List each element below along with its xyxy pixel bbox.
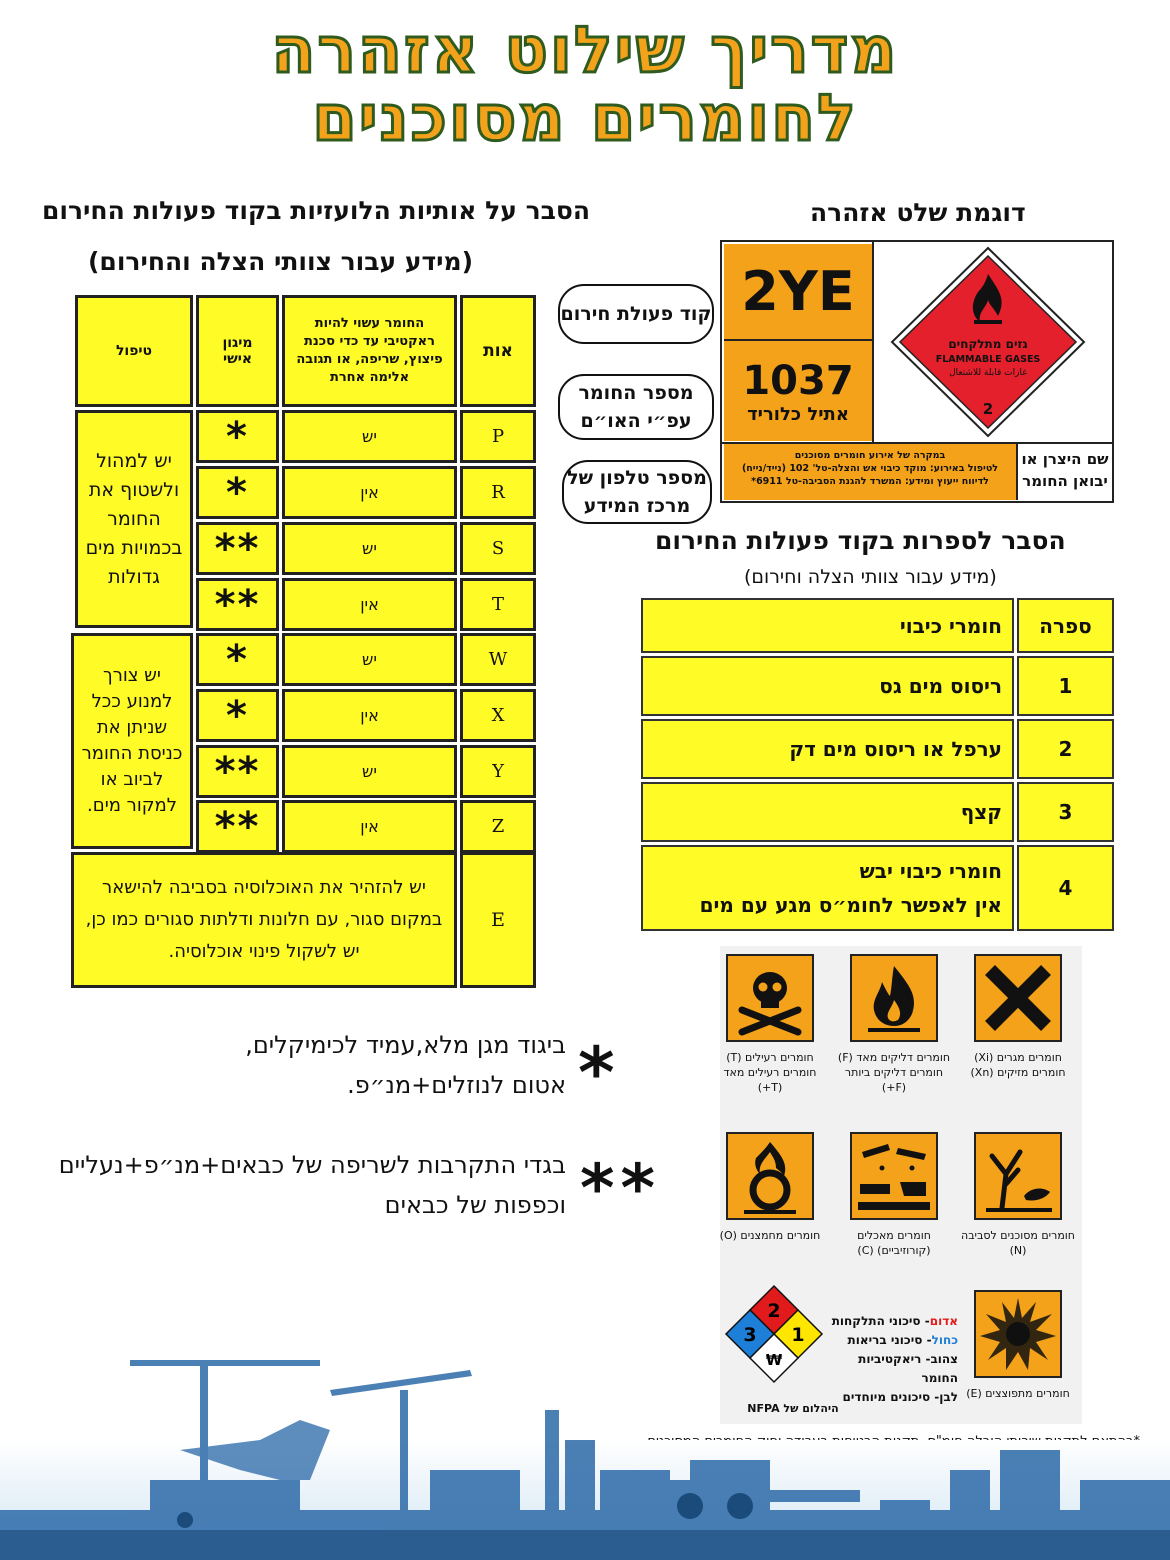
protection-cell: * [196, 410, 279, 463]
note-line: אטום לנוזלים+מנ״פ. [347, 1071, 566, 1099]
hazard-label-corrosive: חומרים מאכלים (קורוזיביים) (C) [857, 1229, 931, 1257]
hazard-label-explosion: חומרים מתפוצצים (E) [966, 1387, 1070, 1400]
nfpa-right: 1 [791, 1324, 805, 1346]
header-reactive: החומר עשוי להיות ראקטיבי עד כדי סכנת פיצוץ, שריפה, או תגובה אלימה אחרת [282, 295, 457, 407]
agent-text: ערפל או ריסוס מים דק [789, 737, 1002, 761]
nfpa-legend-color: צהוב [930, 1352, 958, 1366]
protection-cell: * [196, 466, 279, 519]
agent-text: חומרי כיבוי יבש [859, 859, 1002, 883]
letters-heading: הסבר על אותיות הלועזיות בקוד פעולות החירום [42, 196, 591, 225]
nfpa-legend-color: אדום [929, 1314, 958, 1328]
nfpa-legend-color: לבן [939, 1390, 958, 1404]
digits-subheading: (מידע עבור צוותי הצלה וחירום) [744, 566, 997, 588]
letters-subheading: (מידע עבור צוותי הצלה והחירום) [88, 247, 474, 276]
warning-sign [720, 240, 1114, 503]
nfpa-legend-item [820, 1312, 958, 1331]
note-line: וכפפות של כבאים [384, 1191, 566, 1219]
diamond-ar: غازات قابلة للاشتعال [949, 368, 1027, 378]
instruction-line: לדיווח ייעוץ ומידע: המשרד להגנת הסביבה-טל 6911* [751, 476, 989, 487]
nfpa-top: 2 [767, 1300, 781, 1322]
bubble-phone: מספר טלפון של מרכז המידע [562, 460, 712, 524]
letter-cell: S [460, 522, 536, 575]
reactive-cell: יש [282, 633, 457, 686]
e-row-letter: E [460, 852, 536, 988]
un-panel [724, 341, 872, 441]
protection-cell: * [196, 633, 279, 686]
divider-vertical-bottom [1016, 444, 1018, 500]
letter-cell: T [460, 578, 536, 631]
hazard-label-cross: חומרים מגרים (Xi) חומרים מזיקים (Xn) [970, 1051, 1066, 1079]
reactive-cell: יש [282, 745, 457, 798]
hazard-label-flame: חומרים דליקים מאד (F) חומרים דליקים ביותר (F+) [837, 1051, 951, 1094]
environment-icon [974, 1132, 1062, 1220]
treatment-dilute: יש למהול ולשטוף את החומר בכמויות מים גדולות [75, 410, 193, 628]
agent-cell [641, 719, 1014, 779]
instructions-panel [724, 444, 1016, 500]
protection-cell: ** [196, 745, 279, 798]
e-row-text: יש להזהיר את האוכלוסיה בסביבה להישאר במקום סגור, עם חלונות ודלתות סגורים כמו כן, יש לשקול פינוי אוכלוסיה. [71, 852, 457, 988]
digit-cell: 3 [1017, 782, 1114, 842]
flame-icon [850, 954, 938, 1042]
header-protection: מיגון אישי [196, 295, 279, 407]
agent-cell [641, 845, 1014, 931]
note-mark: * [578, 1032, 615, 1114]
nfpa-legend-text: - ריאקטיביות החומר [858, 1352, 958, 1385]
manufacturer-label: שם היצרן או יבואן החומר [1021, 450, 1109, 490]
letter-cell: Y [460, 745, 536, 798]
divider-vertical [872, 242, 874, 442]
page-title-line1: מדריך שילוט אזהרה [271, 14, 899, 88]
bubble-emergency-code: קוד פעולת חירום [558, 284, 714, 344]
note-mark: ** [580, 1150, 662, 1227]
digits-header-agent: חומרי כיבוי [641, 598, 1014, 653]
nfpa-legend-color: כחול [931, 1333, 958, 1347]
agent-text-secondary: אין לאפשר לחומ״ס מגע עם מים [699, 893, 1002, 917]
industrial-skyline-illustration [0, 1330, 1170, 1560]
reactive-cell: יש [282, 522, 457, 575]
diamond-he: גזים מתלקחים [948, 337, 1028, 351]
letter-cell: R [460, 466, 536, 519]
reactive-cell: יש [282, 410, 457, 463]
corrosive-icon [850, 1132, 938, 1220]
substance-name: אתיל כלוריד [747, 403, 849, 425]
note-line: ביגוד מגן מלא,עמיד לכימיקלים, [245, 1031, 566, 1059]
digits-header-digit: ספרה [1017, 598, 1114, 653]
diamond-class: 2 [982, 400, 994, 418]
emergency-code: 2YE [741, 260, 855, 323]
diamond-en: FLAMMABLE GASES [935, 354, 1041, 365]
letter-cell: Z [460, 800, 536, 853]
agent-cell [641, 656, 1014, 716]
reactive-cell: אין [282, 578, 457, 631]
note-line: בגדי התקרבות לשריפה של כבאים+מנ״פ+נעליים [58, 1151, 566, 1179]
digit-cell: 1 [1017, 656, 1114, 716]
cross-icon [974, 954, 1062, 1042]
page-title-line2: לחומרים מסוכנים [312, 82, 858, 156]
digit-cell: 2 [1017, 719, 1114, 779]
nfpa-caption: NFPA היהלום של [747, 1402, 839, 1415]
reactive-cell: אין [282, 466, 457, 519]
treatment-contain: יש צורך למנוע ככל שניתן את כניסת החומר לביוב או למקור מים. [71, 633, 193, 849]
letter-cell: W [460, 633, 536, 686]
agent-cell [641, 782, 1014, 842]
protection-cell: ** [196, 578, 279, 631]
nfpa-bottom: ₩ [765, 1351, 783, 1369]
oxidizer-icon [726, 1132, 814, 1220]
hazard-label-skull: חומרים רעילים (T) חומרים רעילים מאד (T+) [723, 1051, 817, 1094]
header-letter: אות [460, 295, 536, 407]
reactive-cell: אין [282, 800, 457, 853]
letter-cell: P [460, 410, 536, 463]
protection-cell: * [196, 689, 279, 742]
protection-cell: ** [196, 522, 279, 575]
instruction-line: לטיפול באירוע: מוקד כיבוי אש והצלה-טל' 102 (נייד/נייח) [741, 463, 999, 474]
nfpa-legend-text: - סיכונים מיוחדים [842, 1390, 940, 1404]
code-panel [724, 244, 872, 341]
bubble-un-number: מספר החומר עפ״י האו״ם [558, 374, 714, 440]
flammable-gas-diamond [888, 244, 1088, 440]
header-treatment: טיפול [75, 295, 193, 407]
reactive-cell: אין [282, 689, 457, 742]
hazard-label-environment: חומרים מסוכנים לסביבה (N) [961, 1229, 1075, 1257]
hazard-label-oxidizer: חומרים מחמצנים (O) [719, 1229, 821, 1242]
nfpa-left: 3 [743, 1324, 757, 1346]
letter-cell: X [460, 689, 536, 742]
skull-icon [726, 954, 814, 1042]
agent-text: ריסוס מים גס [879, 674, 1002, 698]
digits-heading: הסבר לספרות בקוד פעולות החירום [655, 526, 1066, 555]
instruction-line: במקרה של אירוע חומרים מסוכנים [794, 450, 946, 461]
digit-cell: 4 [1017, 845, 1114, 931]
protection-cell: ** [196, 800, 279, 853]
un-number: 1037 [742, 357, 854, 404]
nfpa-legend-text: - סיכוני התלקחות [831, 1314, 930, 1328]
nfpa-legend-text: - סיכוני בריאות [847, 1333, 932, 1347]
agent-text: קצף [960, 800, 1002, 824]
sign-heading: דוגמת שלט אזהרה [810, 198, 1026, 227]
